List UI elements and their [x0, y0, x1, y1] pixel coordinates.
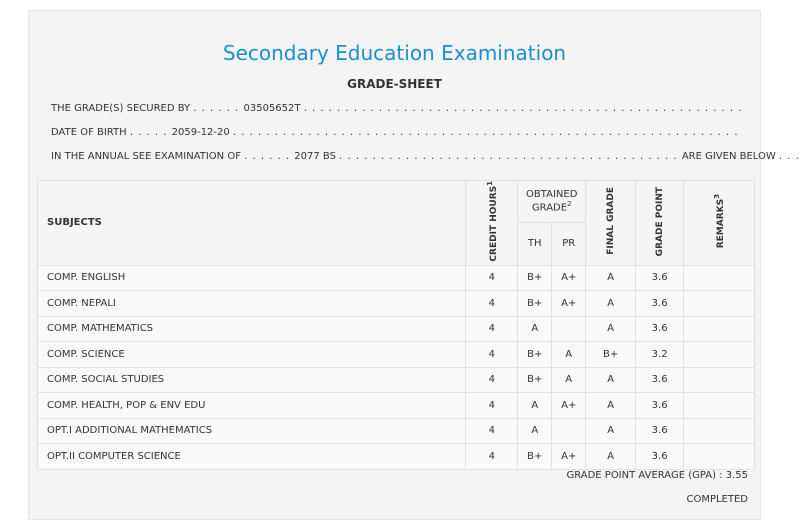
remarks-cell [684, 291, 755, 317]
final-cell: A [586, 265, 636, 291]
remarks-cell [684, 342, 755, 368]
th-cell: B+ [518, 265, 552, 291]
secured-by-label: THE GRADE(S) SECURED BY [51, 103, 191, 114]
gp-cell: 3.6 [636, 418, 684, 444]
credit-cell: 4 [466, 367, 518, 393]
pr-cell: A+ [552, 444, 586, 470]
info-dob: DATE OF BIRTH . . . . . 2059-12-20 . . . . . . . . . . . . . . . . . . . . . . . . . . . . . . . . . . . . . . . . . . . . . . . . . . . . . . . . . . . . . [51, 127, 739, 138]
pr-cell [552, 316, 586, 342]
credit-cell: 4 [466, 393, 518, 419]
pr-cell: A+ [552, 265, 586, 291]
final-cell: A [586, 367, 636, 393]
credit-cell: 4 [466, 265, 518, 291]
grades-table [37, 180, 755, 470]
gp-cell: 3.2 [636, 342, 684, 368]
pr-cell: A+ [552, 393, 586, 419]
gp-cell: 3.6 [636, 316, 684, 342]
credit-cell: 4 [466, 342, 518, 368]
header-grade-point: GRADE POINT [636, 181, 684, 266]
gpa-summary [566, 470, 748, 481]
final-cell: A [586, 291, 636, 317]
gp-cell: 3.6 [636, 265, 684, 291]
final-cell: A [586, 418, 636, 444]
exam-title: Secondary Education Examination [222, 41, 567, 65]
th-cell: A [518, 418, 552, 444]
header-pr: PR [552, 223, 586, 265]
sheet-title: GRADE-SHEET [347, 77, 442, 91]
th-cell: A [518, 393, 552, 419]
subject-cell: COMP. HEALTH, POP & ENV EDU [38, 393, 466, 419]
credit-cell: 4 [466, 291, 518, 317]
table-row [38, 444, 755, 470]
table-row [38, 291, 755, 317]
given-below: ARE GIVEN BELOW [681, 151, 776, 162]
remarks-cell [684, 444, 755, 470]
exam-label: IN THE ANNUAL SEE EXAMINATION OF [51, 151, 241, 162]
subject-cell: COMP. SCIENCE [38, 342, 466, 368]
subject-cell: COMP. NEPALI [38, 291, 466, 317]
gp-cell: 3.6 [636, 367, 684, 393]
final-cell: A [586, 393, 636, 419]
subject-cell: COMP. MATHEMATICS [38, 316, 466, 342]
remarks-cell [684, 316, 755, 342]
remarks-cell [684, 418, 755, 444]
pr-cell: A [552, 342, 586, 368]
table-row [38, 316, 755, 342]
table-row [38, 265, 755, 291]
credit-cell: 4 [466, 418, 518, 444]
remarks-cell [684, 367, 755, 393]
credit-cell: 4 [466, 316, 518, 342]
gp-cell: 3.6 [636, 393, 684, 419]
result-status: COMPLETED [686, 494, 748, 505]
gp-cell: 3.6 [636, 444, 684, 470]
remarks-cell [684, 393, 755, 419]
symbol-number: 03505652T [243, 103, 301, 114]
header-obtained-grade: OBTAINED GRADE$^2$ [518, 181, 586, 223]
subject-cell: COMP. SOCIAL STUDIES [38, 367, 466, 393]
header-credit-hours: CREDIT HOURS$^1$ [466, 181, 518, 266]
th-cell: A [518, 316, 552, 342]
table-row [38, 342, 755, 368]
final-cell: A [586, 316, 636, 342]
header-subjects: SUBJECTS [38, 181, 466, 266]
info-exam: IN THE ANNUAL SEE EXAMINATION OF . . . . . . 2077 BS . . . . . . . . . . . . . . . . . . . . . . . . . . . . . . . . . . . . . . . . . ARE GIVEN BELOW . . . [51, 151, 800, 162]
table-row [38, 393, 755, 419]
gpa-value: 3.55 [725, 470, 748, 481]
final-cell: A [586, 444, 636, 470]
th-cell: B+ [518, 444, 552, 470]
remarks-cell [684, 265, 755, 291]
pr-cell: A+ [552, 291, 586, 317]
gp-cell: 3.6 [636, 291, 684, 317]
header-final-grade: FINAL GRADE [586, 181, 636, 266]
exam-year: 2077 BS [294, 151, 336, 162]
info-secured-by: THE GRADE(S) SECURED BY . . . . . . 03505652T . . . . . . . . . . . . . . . . . . . . . . . . . . . . . . . . . . . . . . . . . . . . . . . . . . . . . [51, 103, 743, 114]
table-row [38, 418, 755, 444]
pr-cell: A [552, 367, 586, 393]
th-cell: B+ [518, 342, 552, 368]
dob-label: DATE OF BIRTH [51, 127, 127, 138]
dob-value: 2059-12-20 [171, 127, 230, 138]
header-remarks: REMARKS$^3$ [684, 181, 755, 266]
gpa-label: GRADE POINT AVERAGE (GPA) : [566, 470, 723, 481]
subject-cell: COMP. ENGLISH [38, 265, 466, 291]
subject-cell: OPT.I ADDITIONAL MATHEMATICS [38, 418, 466, 444]
credit-cell: 4 [466, 444, 518, 470]
th-cell: B+ [518, 291, 552, 317]
th-cell: B+ [518, 367, 552, 393]
pr-cell [552, 418, 586, 444]
header-th: TH [518, 223, 552, 265]
final-cell: B+ [586, 342, 636, 368]
subject-cell: OPT.II COMPUTER SCIENCE [38, 444, 466, 470]
grade-sheet-card [28, 10, 800, 520]
table-row [38, 367, 755, 393]
